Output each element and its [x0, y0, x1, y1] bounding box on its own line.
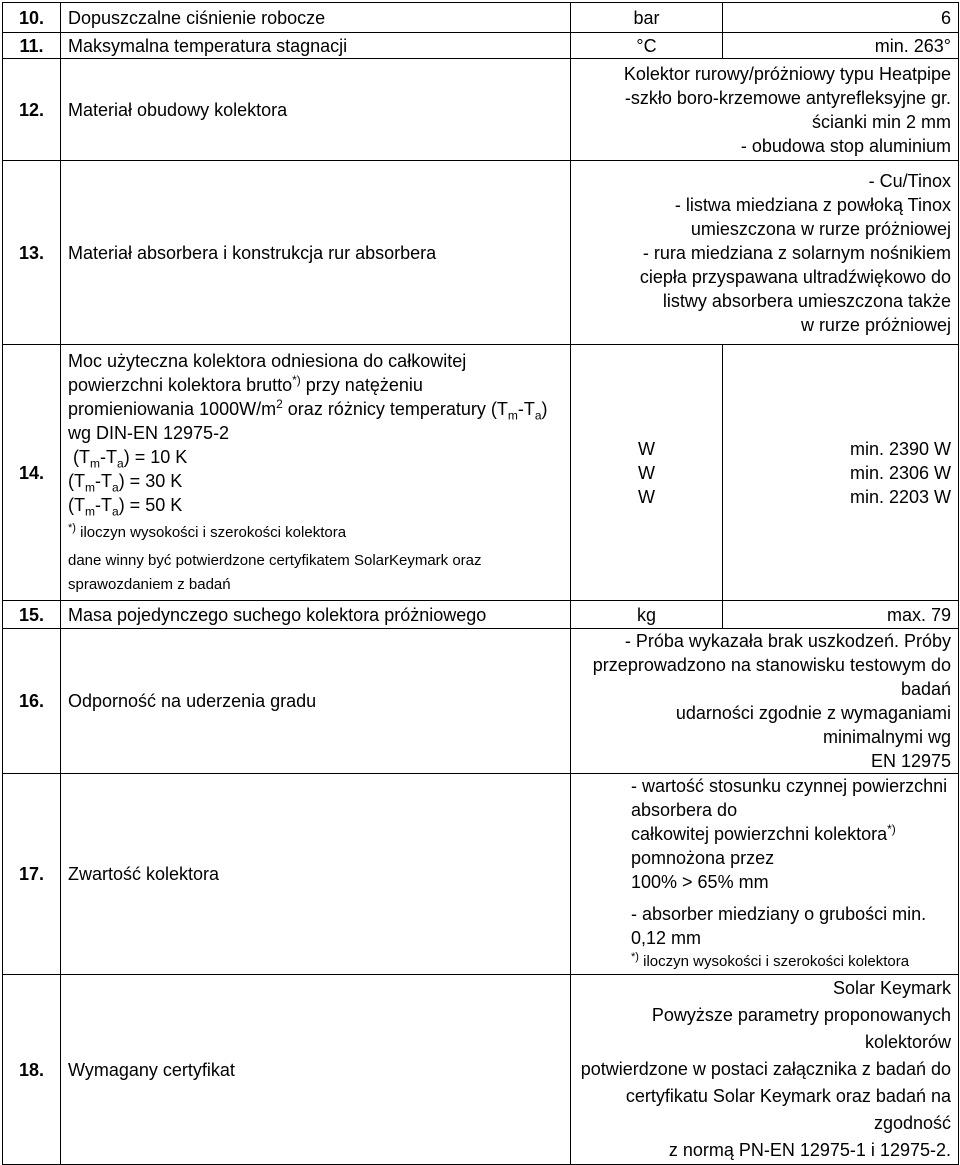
description-line: potwierdzone w postaci załącznika z badań do [580, 1059, 951, 1079]
description-line: Moc użyteczna kolektora odniesiona do całkowitej [68, 350, 467, 371]
description-line: - rura miedziana z solarnym nośnikiem [642, 242, 951, 263]
description-line: - Cu/Tinox [868, 170, 951, 191]
description-line: 100% > 65% mm [631, 872, 769, 892]
row-number: 13. [3, 161, 61, 345]
description-line: - listwa miedziana z powłoką Tinox [674, 194, 951, 215]
description-line: ścianki min 2 mm [811, 111, 951, 132]
row-unit [571, 345, 723, 601]
specification-table [2, 2, 959, 1165]
table-row-18 [3, 975, 959, 1165]
row-number: 14. [3, 345, 61, 601]
row-number: 11. [3, 33, 61, 59]
table-row-17 [3, 774, 959, 975]
row-unit: °C [571, 33, 723, 59]
table-row-16 [3, 629, 959, 774]
row-label: Masa pojedynczego suchego kolektora próżniowego [61, 601, 571, 629]
row-description [571, 774, 959, 975]
footnote-line: *) iloczyn wysokości i szerokości kolektora [631, 951, 910, 970]
row-label: Maksymalna temperatura stagnacji [61, 33, 571, 59]
description-line: -szkło boro-krzemowe antyrefleksyjne gr. [624, 87, 951, 108]
description-line: Kolektor rurowy/próżniowy typu Heatpipe [623, 63, 951, 84]
certificate-line: dane winny być potwierdzone certyfikatem SolarKeymark oraz [68, 551, 482, 569]
row-description [571, 59, 959, 161]
unit-line: W [638, 462, 655, 483]
description-line: przeprowadzono na stanowisku testowym do badań [592, 655, 951, 699]
row-number: 10. [3, 3, 61, 33]
condition-line: $(T_m-T_a) = 30$ K [68, 470, 183, 495]
superscript: 2 [276, 396, 283, 411]
description-line: udarności zgodnie z wymaganiami minimalnymi wg [675, 703, 951, 747]
row-description [571, 975, 959, 1165]
row-label: Materiał obudowy kolektora [61, 59, 571, 161]
description-line: umieszczona w rurze próżniowej [690, 218, 951, 239]
unit-line: W [638, 438, 655, 459]
row-number: 18. [3, 975, 61, 1165]
row-description [571, 161, 959, 345]
row-label: Wymagany certyfikat [61, 975, 571, 1165]
value-line: min. 2306 W [849, 462, 951, 483]
condition-line: $(T_m-T_a) = 10$ K [73, 446, 188, 471]
description-line: EN 12975 [870, 751, 951, 771]
row-description [61, 345, 571, 601]
row-number: 15. [3, 601, 61, 629]
row-value: max. 79 [723, 601, 959, 629]
row-unit: kg [571, 601, 723, 629]
footnote-marker: *) [887, 822, 896, 836]
row-value: min. 263° [723, 33, 959, 59]
row-unit: bar [571, 3, 723, 33]
table-row-14 [3, 345, 959, 601]
description-line: w rurze próżniowej [800, 314, 951, 335]
description-line: - obudowa stop aluminium [740, 135, 951, 156]
table-row-15 [3, 601, 959, 629]
description-line: - wartość stosunku czynnej powierzchni absorbera do [631, 776, 948, 820]
row-number: 16. [3, 629, 61, 774]
description-line: certyfikatu Solar Keymark oraz badań na zgodność [625, 1086, 951, 1133]
footnote-marker: *) [292, 372, 301, 387]
description-line: Solar Keymark [832, 978, 951, 998]
condition-line: $(T_m-T_a) = 50$ K [68, 494, 183, 519]
certificate-line: sprawozdaniem z badań [68, 575, 231, 593]
description-line: z normą PN-EN 12975-1 i 12975-2. [668, 1140, 951, 1160]
table-row-12 [3, 59, 959, 161]
description-line: ciepła przyspawana ultradźwiękowo do [639, 266, 951, 287]
unit-line: W [638, 486, 655, 507]
row-description [571, 629, 959, 774]
description-line: - absorber miedziany o grubości min. 0,12 mm [631, 904, 927, 948]
table-row-11 [3, 33, 959, 59]
row-label: Dopuszczalne ciśnienie robocze [61, 3, 571, 33]
table-row-13 [3, 161, 959, 345]
row-label: Materiał absorbera i konstrukcja rur absorbera [61, 161, 571, 345]
row-number: 17. [3, 774, 61, 975]
row-value [723, 345, 959, 601]
description-line: Powyższe parametry proponowanych kolektorów [651, 1005, 951, 1052]
description-line: powierzchni kolektora brutto*) przy natężeniu [68, 372, 423, 395]
row-label: Zwartość kolektora [61, 774, 571, 975]
description-line: wg DIN-EN 12975-2 [68, 422, 230, 443]
description-line: całkowitej powierzchni kolektora*) pomnożona przez [631, 822, 896, 868]
value-line: min. 2203 W [849, 486, 951, 507]
row-label: Odporność na uderzenia gradu [61, 629, 571, 774]
table-row-10 [3, 3, 959, 33]
description-line: promieniowania $1000W/m^2$ oraz różnicy temperatury $(T_m-T_a)$ [68, 396, 548, 423]
description-line: - Próba wykazała brak uszkodzeń. Próby [624, 631, 951, 651]
row-number: 12. [3, 59, 61, 161]
row-value: 6 [723, 3, 959, 33]
value-line: min. 2390 W [849, 438, 951, 459]
description-line: listwy absorbera umieszczona także [662, 290, 951, 311]
footnote-line: *) iloczyn wysokości i szerokości kolektora [68, 521, 347, 541]
